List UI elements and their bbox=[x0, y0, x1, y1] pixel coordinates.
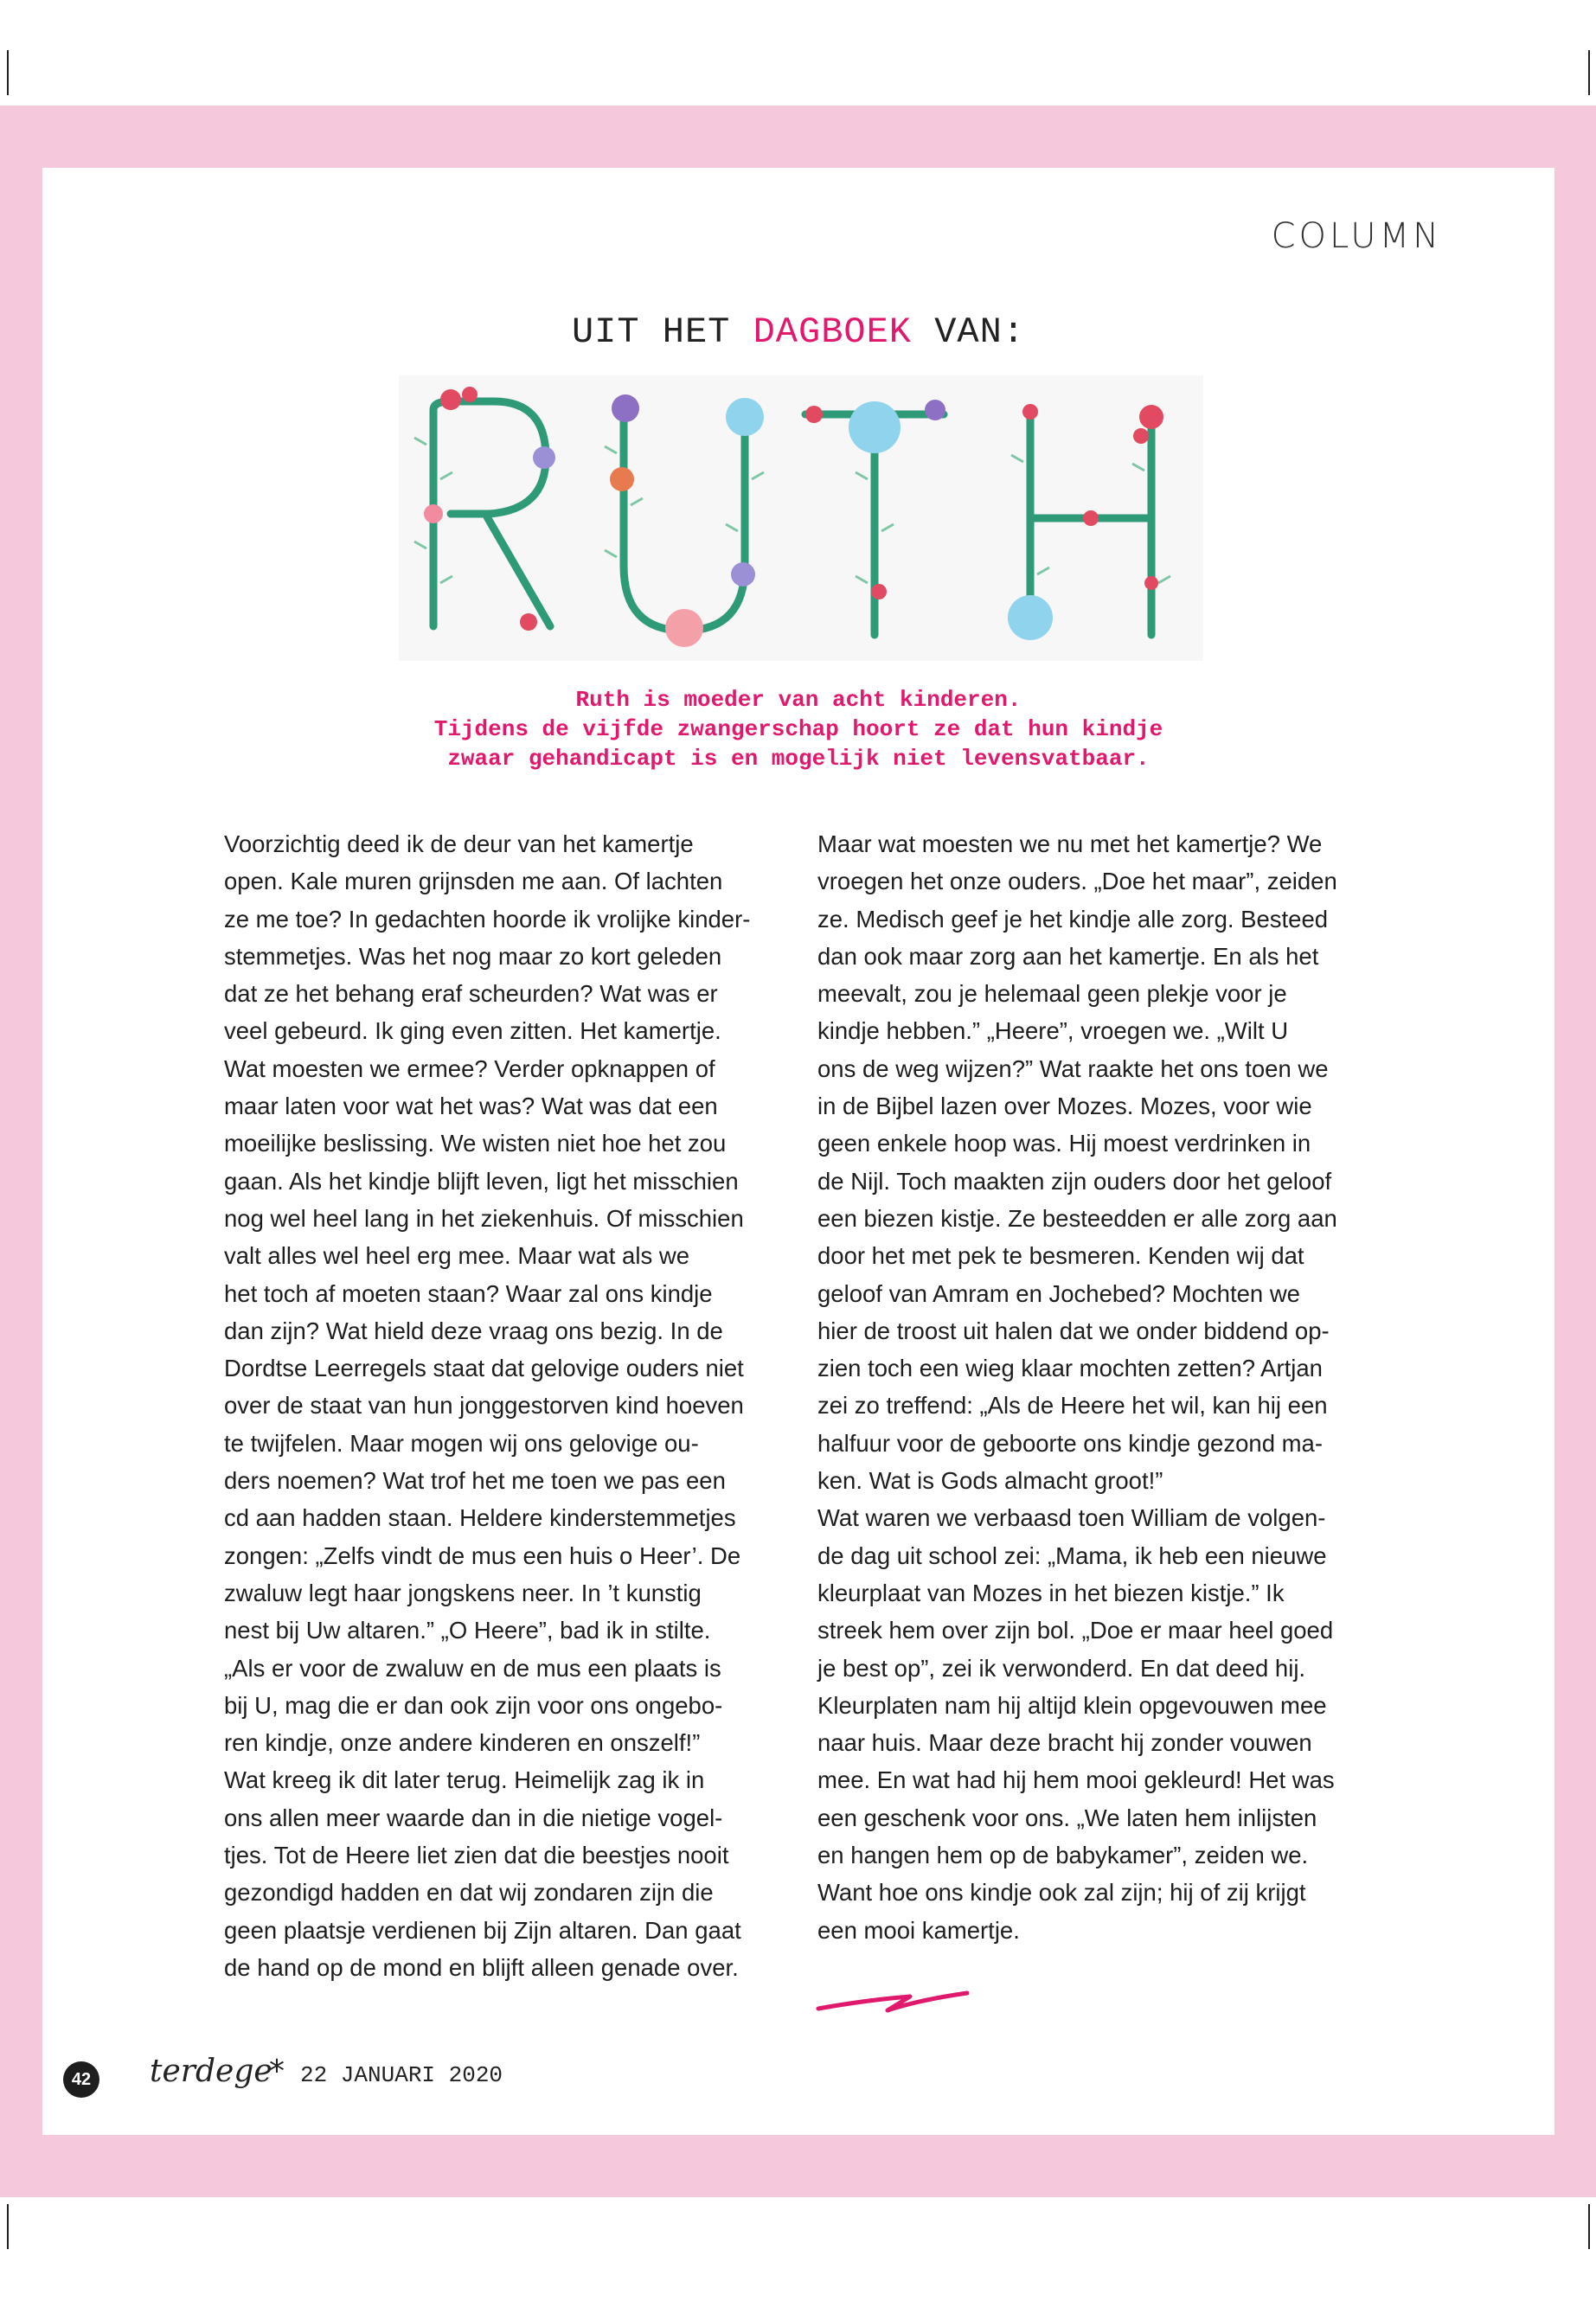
text-line: geen enkele hoop was. Hij moest verdrinken in bbox=[817, 1130, 1311, 1157]
title-accent: DAGBOEK bbox=[753, 311, 913, 353]
text-line: hier de troost uit halen dat we onder biddend op- bbox=[817, 1317, 1330, 1344]
text-line: te twijfelen. Maar mogen wij ons gelovige ou- bbox=[224, 1429, 699, 1457]
text-line: ken. Wat is Gods almacht groot!” bbox=[817, 1467, 1163, 1495]
text-line: ren kindje, onze andere kinderen en onszelf!” bbox=[224, 1729, 701, 1757]
page-title bbox=[42, 311, 1554, 353]
text-line: ze me toe? In gedachten hoorde ik vrolijke kinder- bbox=[224, 905, 751, 933]
text-line: Dordtse Leerregels staat dat gelovige ouders niet bbox=[224, 1355, 744, 1382]
text-line: maar laten voor wat het was? Wat was dat een bbox=[224, 1093, 718, 1120]
crop-mark-top-left bbox=[7, 50, 9, 95]
text-line: ons allen meer waarde dan in die nietige vogel- bbox=[224, 1804, 723, 1831]
text-line: valt alles wel heel erg mee. Maar wat als we bbox=[224, 1242, 690, 1270]
text-line: vroegen het onze ouders. „Doe het maar”, zeiden bbox=[817, 868, 1337, 895]
text-line: Wat waren we verbaasd toen William de volgen- bbox=[817, 1504, 1326, 1532]
page-number-badge: 42 bbox=[63, 2061, 99, 2098]
body-column-left bbox=[224, 825, 795, 1986]
text-line: Maar wat moesten we nu met het kamertje? We bbox=[817, 830, 1323, 857]
text-line: Kleurplaten nam hij altijd klein opgevouwen mee bbox=[817, 1691, 1327, 1719]
text-line: bij U, mag die er dan ook zijn voor ons ongebo- bbox=[224, 1691, 723, 1719]
text-line: zien toch een wieg klaar mochten zetten? Artjan bbox=[817, 1355, 1323, 1382]
text-line: een geschenk voor ons. „We laten hem inlijsten bbox=[817, 1804, 1317, 1831]
text-line: de Nijl. Toch maakten zijn ouders door het geloof bbox=[817, 1167, 1332, 1195]
text-line: over de staat van hun jonggestorven kind hoeven bbox=[224, 1392, 744, 1420]
text-line: door het met pek te besmeren. Kenden wij dat bbox=[817, 1242, 1304, 1270]
text-line: de dag uit school zei: „Mama, ik heb een nieuwe bbox=[817, 1541, 1327, 1569]
text-line: je best op”, zei ik verwonderd. En dat deed hij. bbox=[817, 1654, 1306, 1682]
text-line: zei zo treffend: „Als de Heere het wil, kan hij een bbox=[817, 1392, 1328, 1420]
text-line: halfuur voor de geboorte ons kindje gezond ma- bbox=[817, 1429, 1323, 1457]
signature-mark bbox=[815, 1983, 971, 2017]
text-line: streek hem over zijn bol. „Doe er maar heel goed bbox=[817, 1617, 1334, 1644]
text-line: een mooi kamertje. bbox=[817, 1916, 1020, 1944]
text-line: „Als er voor de zwaluw en de mus een plaats is bbox=[224, 1654, 721, 1682]
text-line: gezondigd hadden en dat wij zondaren zijn die bbox=[224, 1879, 714, 1907]
text-line: dan ook maar zorg aan het kamertje. En als het bbox=[817, 942, 1319, 970]
text-line: en hangen hem op de babykamer”, zeiden we. bbox=[817, 1842, 1309, 1869]
intro-line: Ruth is moeder van acht kinderen. bbox=[575, 687, 1022, 713]
brand-logo: terdege bbox=[150, 2054, 272, 2089]
text-line: dan zijn? Wat hield deze vraag ons bezig. In de bbox=[224, 1317, 723, 1344]
text-line: een biezen kistje. Ze besteedden er alle zorg aan bbox=[817, 1204, 1337, 1232]
title-prefix: UIT HET bbox=[571, 311, 753, 353]
text-line: dat ze het behang eraf scheurden? Wat was er bbox=[224, 980, 718, 1008]
text-line: open. Kale muren grijnsden me aan. Of lachten bbox=[224, 868, 723, 895]
text-line: tjes. Tot de Heere liet zien dat die beestjes nooit bbox=[224, 1842, 729, 1869]
text-line: mee. En wat had hij hem mooi gekleurd! Het was bbox=[817, 1766, 1335, 1794]
text-line: Voorzichtig deed ik de deur van het kamertje bbox=[224, 830, 694, 857]
title-suffix: VAN: bbox=[912, 311, 1026, 353]
body-column-right bbox=[817, 825, 1423, 1949]
text-line: Wat kreeg ik dit later terug. Heimelijk zag ik in bbox=[224, 1766, 705, 1794]
issue-date: 22 JANUARI 2020 bbox=[300, 2062, 503, 2088]
text-line: zwaluw legt haar jongskens neer. In ’t kunstig bbox=[224, 1579, 702, 1606]
text-line: nest bij Uw altaren.” „O Heere”, bad ik in stilte. bbox=[224, 1617, 711, 1644]
intro-line: zwaar gehandicapt is en mogelijk niet levensvatbaar. bbox=[447, 746, 1150, 772]
text-line: ze. Medisch geef je het kindje alle zorg. Besteed bbox=[817, 905, 1329, 933]
text-line: zongen: „Zelfs vindt de mus een huis o Heer’. De bbox=[224, 1541, 741, 1569]
text-line: nog wel heel lang in het ziekenhuis. Of misschien bbox=[224, 1204, 744, 1232]
text-line: cd aan hadden staan. Heldere kinderstemmetjes bbox=[224, 1504, 736, 1532]
text-line: moeilijke beslissing. We wisten niet hoe het zou bbox=[224, 1130, 727, 1157]
separator-star: * bbox=[269, 2054, 285, 2089]
intro-line: Tijdens de vijfde zwangerschap hoort ze dat hun kindje bbox=[433, 716, 1163, 742]
text-line: Wat moesten we ermee? Verder opknappen of bbox=[224, 1054, 715, 1082]
intro-text bbox=[42, 685, 1554, 773]
floral-letters-image bbox=[399, 375, 1203, 661]
text-line: naar huis. Maar deze bracht hij zonder vouwen bbox=[817, 1729, 1312, 1757]
column-label: COLUMN bbox=[1271, 216, 1442, 256]
text-line: veel gebeurd. Ik ging even zitten. Het kamertje. bbox=[224, 1017, 721, 1045]
crop-mark-bottom-left bbox=[7, 2204, 9, 2249]
text-line: geen plaatsje verdienen bij Zijn altaren. Dan gaat bbox=[224, 1916, 741, 1944]
crop-mark-bottom-right bbox=[1588, 2204, 1590, 2249]
text-line: meevalt, zou je helemaal geen plekje voor je bbox=[817, 980, 1287, 1008]
text-line: kleurplaat van Mozes in het biezen kistje.” Ik bbox=[817, 1579, 1285, 1606]
crop-mark-top-right bbox=[1588, 50, 1590, 95]
text-line: in de Bijbel lazen over Mozes. Mozes, voor wie bbox=[817, 1093, 1312, 1120]
text-line: het toch af moeten staan? Waar zal ons kindje bbox=[224, 1279, 713, 1307]
text-line: de hand op de mond en blijft alleen genade over. bbox=[224, 1953, 739, 1981]
text-line: ders noemen? Wat trof het me toen we pas een bbox=[224, 1467, 726, 1495]
text-line: stemmetjes. Was het nog maar zo kort geleden bbox=[224, 942, 722, 970]
text-line: ons de weg wijzen?” Wat raakte het ons toen we bbox=[817, 1054, 1329, 1082]
magazine-page bbox=[42, 168, 1554, 2135]
text-line: gaan. Als het kindje blijft leven, ligt het misschien bbox=[224, 1167, 739, 1195]
text-line: geloof van Amram en Jochebed? Mochten we bbox=[817, 1279, 1300, 1307]
text-line: kindje hebben.” „Heere”, vroegen we. „Wilt U bbox=[817, 1017, 1289, 1045]
ruth-floral-lettering bbox=[399, 375, 1203, 661]
text-line: Want hoe ons kindje ook zal zijn; hij of zij krijgt bbox=[817, 1879, 1306, 1907]
